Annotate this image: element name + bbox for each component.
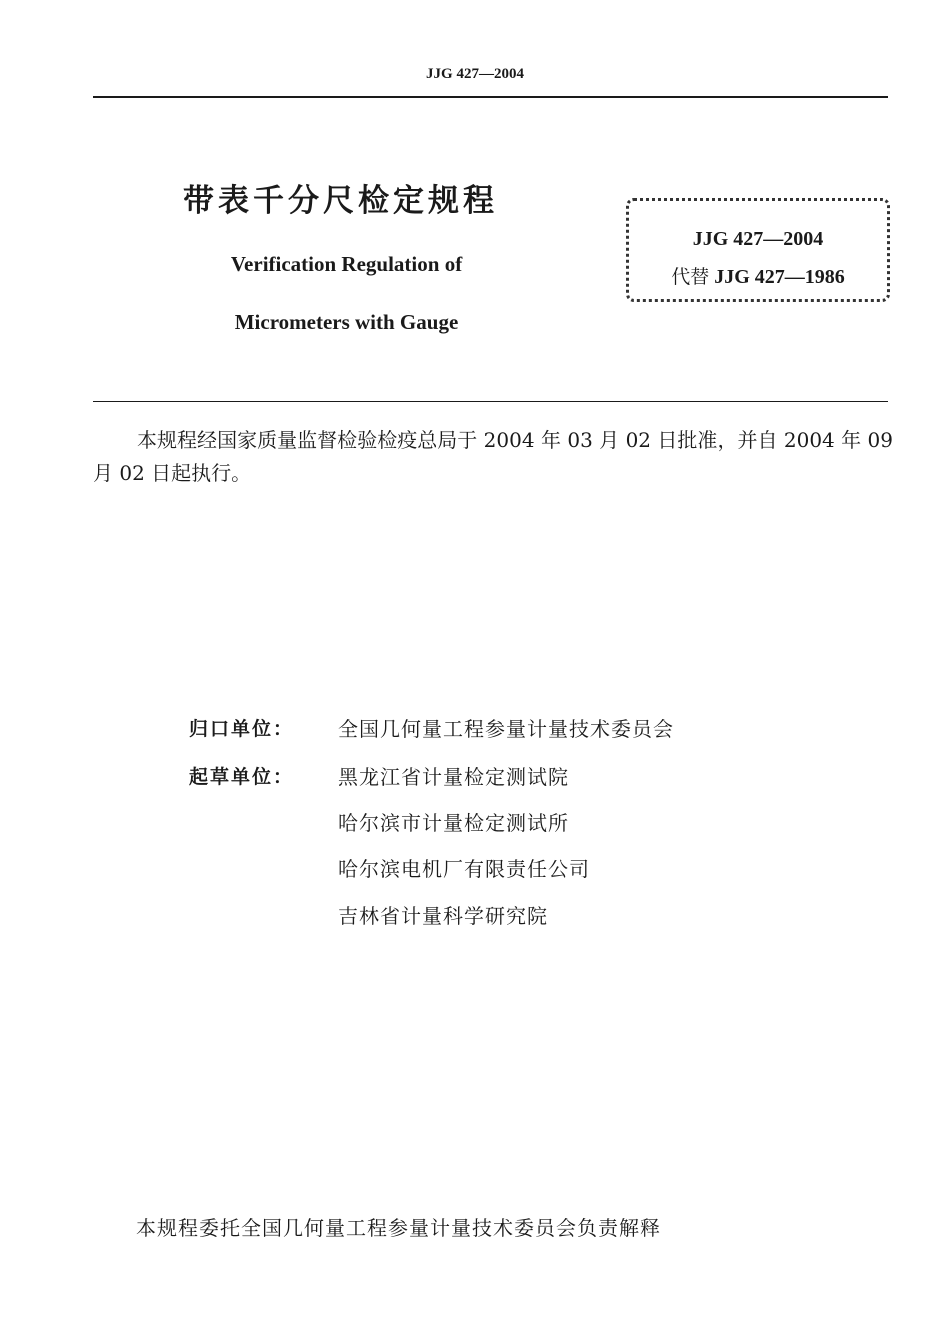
replaces-prefix: 代替 [671, 266, 710, 288]
drafting-unit-label: 起草单位： [189, 766, 295, 788]
drafting-unit-4: 吉林省计量科学研究院 [338, 904, 548, 928]
drafting-unit-3: 哈尔滨电机厂有限责任公司 [338, 857, 590, 881]
responsible-unit-label: 归口单位： [189, 718, 295, 740]
approval-statement: 本规程经国家质量监督检验检疫总局于 2004 年 03 月 02 日批准，并自 2004 年 09 月 02 日起执行。 [93, 428, 893, 485]
replaces-code [626, 262, 890, 289]
title-english-line2: Micrometers with Gauge [234, 310, 459, 334]
title-chinese: 带表千分尺检定规程 [183, 183, 498, 219]
drafting-unit-2: 哈尔滨市计量检定测试所 [338, 811, 569, 835]
header-standard-code: JJG 427—2004 [426, 66, 524, 82]
standard-code: JJG 427—2004 [692, 228, 824, 250]
interpretation-note: 本规程委托全国几何量工程参量计量技术委员会负责解释 [136, 1216, 661, 1240]
header-rule [93, 96, 888, 98]
section-rule [93, 401, 888, 402]
replaces-standard: JJG 427—1986 [714, 266, 845, 288]
responsible-unit-value: 全国几何量工程参量计量技术委员会 [338, 717, 674, 741]
drafting-unit-1: 黑龙江省计量检定测试院 [338, 765, 569, 789]
title-english-line1: Verification Regulation of [230, 252, 463, 276]
